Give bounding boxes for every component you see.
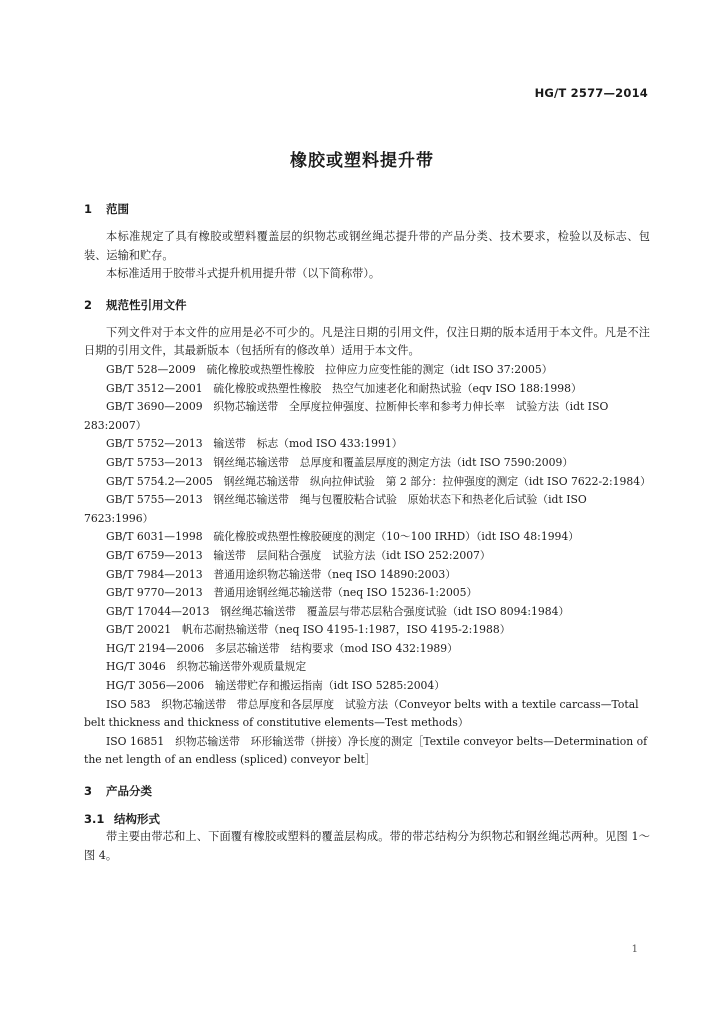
scope-applicability: 本标准适用于胶带斗式提升机用提升带（以下简称带）。 xyxy=(106,267,381,281)
scope-paragraph: 本标准规定了具有橡胶或塑料覆盖层的织物芯或钢丝绳芯提升带的产品分类、技术要求，检验以及标志、包装、运输和贮存。 xyxy=(84,230,650,262)
section-2-heading xyxy=(84,296,650,314)
section-title: 规范性引用文件 xyxy=(106,297,187,312)
reference-item: GB/T 5755—2013 钢丝绳芯输送带 绳与包覆胶粘合试验 原始状态下和热老化后试验（idt ISO 7623:1996） xyxy=(84,493,587,525)
reference-item: GB/T 5753—2013 钢丝绳芯输送带 总厚度和覆盖层厚度的测定方法（idt ISO 7590:2009） xyxy=(106,455,574,469)
standard-code: HG/T 2577—2014 xyxy=(534,86,648,100)
document-body xyxy=(84,200,650,865)
page-number: 1 xyxy=(631,944,638,955)
section-number: 2 xyxy=(84,297,93,312)
references-intro: 下列文件对于本文件的应用是必不可少的。凡是注日期的引用文件，仅注日期的版本适用于本文件。凡是不注日期的引用文件，其最新版本（包括所有的修改单）适用于本文件。 xyxy=(84,325,650,358)
reference-item: GB/T 5754.2—2005 钢丝绳芯输送带 纵向拉伸试验 第 2 部分：拉伸强度的测定（idt ISO 7622-2:1984） xyxy=(106,474,651,488)
section-3-heading xyxy=(84,782,650,800)
reference-item: HG/T 3056—2006 输送带贮存和搬运指南（idt ISO 5285:2004） xyxy=(106,679,446,693)
reference-item: GB/T 528—2009 硫化橡胶或热塑性橡胶 拉伸应力应变性能的测定（idt ISO 37:2005） xyxy=(106,362,553,376)
reference-item: GB/T 6031—1998 硫化橡胶或热塑性橡胶硬度的测定（10～100 IRHD）（idt ISO 48:1994） xyxy=(106,530,580,544)
reference-item: GB/T 17044—2013 钢丝绳芯输送带 覆盖层与带芯层粘合强度试验（idt ISO 8094:1984） xyxy=(106,604,570,618)
reference-item: HG/T 3046 织物芯输送带外观质量规定 xyxy=(106,660,307,674)
document-title: 橡胶或塑料提升带 xyxy=(290,151,434,171)
reference-item: GB/T 3690—2009 织物芯输送带 全厚度拉伸强度、拉断伸长率和参考力伸长率 试验方法（idt ISO 283:2007） xyxy=(84,400,609,432)
reference-item: GB/T 5752—2013 输送带 标志（mod ISO 433:1991） xyxy=(106,437,403,451)
reference-item: GB/T 3512—2001 硫化橡胶或热塑性橡胶 热空气加速老化和耐热试验（eqv ISO 188:1998） xyxy=(106,381,582,395)
reference-item: ISO 583 织物芯输送带 带总厚度和各层厚度 试验方法（Conveyor belts with a textile carcass—Total belt thickness and thickness of constitutive elements—Test methods） xyxy=(84,697,639,730)
reference-item: HG/T 2194—2006 多层芯输送带 结构要求（mod ISO 432:1989） xyxy=(106,641,458,655)
subsection-3-1-heading xyxy=(84,810,650,828)
reference-item: GB/T 9770—2013 普通用途钢丝绳芯输送带（neq ISO 15236-1:2005） xyxy=(106,586,478,600)
section-number: 3 xyxy=(84,784,93,799)
reference-item: GB/T 20021 帆布芯耐热输送带（neq ISO 4195-1:1987，ISO 4195-2:1988） xyxy=(106,623,511,637)
section-1-heading xyxy=(84,200,650,218)
structure-paragraph: 带主要由带芯和上、下面覆有橡胶或塑料的覆盖层构成。带的带芯结构分为织物芯和钢丝绳芯两种。见图 1～图 4。 xyxy=(84,830,650,862)
subsection-title: 结构形式 xyxy=(114,812,160,827)
section-title: 产品分类 xyxy=(106,784,152,799)
reference-item: GB/T 7984—2013 普通用途织物芯输送带（neq ISO 14890:2003） xyxy=(106,567,457,581)
reference-item: ISO 16851 织物芯输送带 环形输送带（拼接）净长度的测定［Textile conveyor belts—Determination of the net length of an endless (spliced) conveyor belt］ xyxy=(84,734,648,767)
subsection-number: 3.1 xyxy=(84,812,105,827)
reference-item: GB/T 6759—2013 输送带 层间粘合强度 试验方法（idt ISO 252:2007） xyxy=(106,548,491,562)
section-number: 1 xyxy=(84,202,93,216)
section-title: 范围 xyxy=(106,202,129,216)
